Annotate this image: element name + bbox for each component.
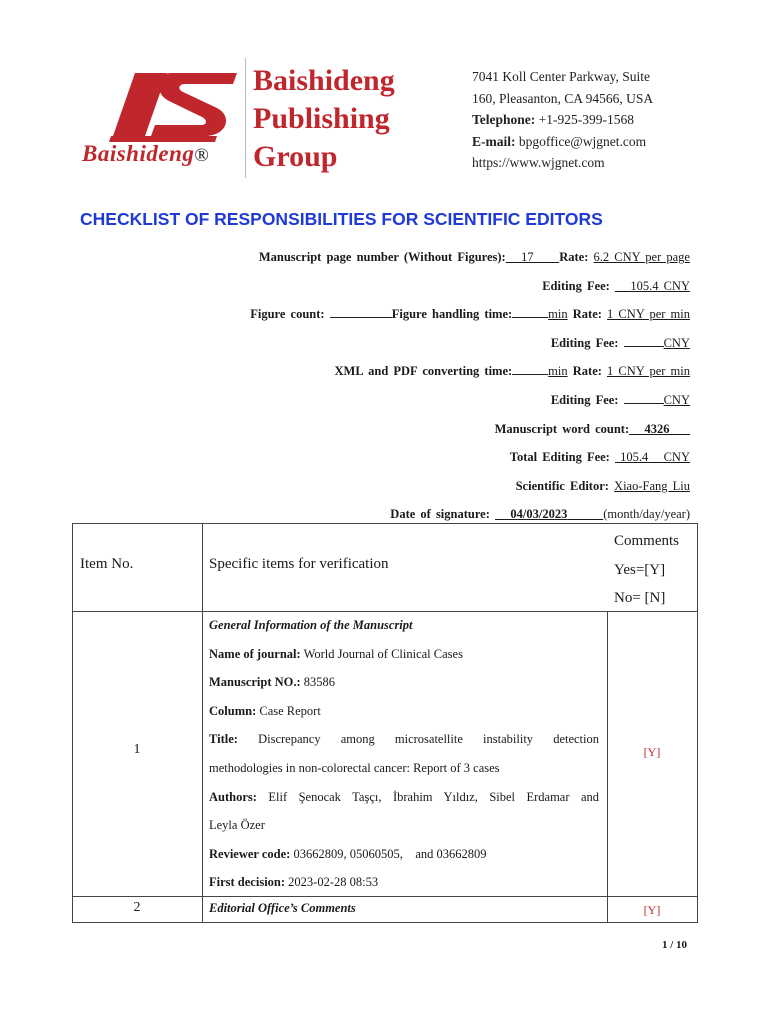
website-link[interactable]: https://www.wjgnet.com (472, 155, 605, 171)
table-border (607, 611, 608, 923)
table-border (72, 523, 73, 923)
figure-fee-line: Editing Fee: CNY (550, 335, 690, 350)
journal-line: Name of journal: World Journal of Clinical Cases (209, 646, 463, 661)
column-line: Column: Case Report (209, 703, 321, 718)
page-fee-value: 105.4 CNY (630, 278, 690, 293)
document-title: CHECKLIST OF RESPONSIBILITIES FOR SCIENTIFIC EDITORS (80, 209, 603, 229)
xml-rate-value: 1 CNY per min (607, 364, 690, 379)
brand-line: Baishideng (253, 64, 395, 97)
telephone-line: Telephone: +1-925-399-1568 (472, 112, 634, 128)
figure-time-blank[interactable] (512, 305, 548, 318)
page-count-line: Manuscript page number (Without Figures): 17 Rate: 6.2 CNY per page (258, 250, 690, 264)
email-link[interactable]: bpgoffice@wjgnet.com (518, 133, 647, 149)
figure-rate-value: 1 CNY per min (607, 307, 690, 322)
authors-line-continued: Leyla Özer (209, 818, 265, 833)
address-line: 160, Pleasanton, CA 94566, USA (472, 90, 654, 106)
header-divider (245, 58, 246, 178)
page-rate-value: 6.2 CNY per page (593, 250, 690, 264)
xml-time-blank[interactable] (512, 362, 548, 375)
xml-line: XML and PDF converting time: min Rate: 1 CNY per min (334, 364, 690, 379)
column-header-specific-items: Specific items for verification (209, 556, 389, 572)
column-header-comments: Comments Yes=[Y] No= [N] (614, 527, 679, 613)
row-number: 2 (133, 900, 141, 915)
page-number: 1 / 10 (662, 939, 688, 951)
section-heading: General Information of the Manuscript (209, 618, 413, 632)
title-line-continued: methodologies in non-colorectal cancer: Report of 3 cases (209, 760, 500, 775)
no-legend: No= [N] (614, 590, 666, 607)
page-count-value: 17 (521, 250, 534, 264)
xml-fee-blank[interactable] (624, 391, 664, 404)
authors-line: Authors: Elif Şenocak Taşçı, İbrahim Yıldız, Sibel Erdamar and (209, 789, 600, 804)
page-fee-line: Editing Fee: 105.4 CNY (542, 278, 690, 293)
table-border (697, 523, 698, 923)
table-row-general-info (209, 611, 599, 897)
figure-count-blank[interactable] (330, 305, 392, 318)
word-count-line: Manuscript word count: 4326 (494, 421, 670, 436)
brand-line: Group (253, 140, 338, 173)
row-number: 1 (133, 742, 141, 757)
total-fee-value: 105.4 (620, 450, 649, 465)
address-line: 7041 Koll Center Parkway, Suite (472, 69, 650, 84)
brand-line: Publishing (253, 102, 390, 135)
contact-block (472, 66, 653, 174)
fee-section (70, 243, 690, 529)
table-border (202, 523, 203, 923)
total-fee-line: Total Editing Fee: 105.4 CNY (509, 450, 690, 465)
section-heading: Editorial Office’s Comments (209, 901, 356, 915)
comment-badge: [Y] (643, 745, 661, 759)
publisher-wordmark: Baishideng® (82, 141, 210, 166)
editor-line: Scientific Editor: Xiao-Fang Liu (515, 478, 690, 493)
word-count-value: 4326 (644, 421, 670, 436)
editor-name: Xiao-Fang Liu (614, 478, 690, 493)
table-border (72, 523, 698, 524)
xml-fee-line: Editing Fee: CNY (550, 392, 690, 407)
column-header-item-no: Item No. (80, 556, 134, 572)
decision-line: First decision: 2023-02-28 08:53 (209, 875, 379, 890)
brand-name (253, 62, 395, 176)
signature-date-value: 04/03/2023 (510, 507, 568, 522)
figure-fee-blank[interactable] (624, 334, 664, 347)
table-border (72, 922, 698, 923)
comment-badge: [Y] (643, 903, 661, 917)
figure-line: Figure count: Figure handling time: min Rate: 1 CNY per min (250, 307, 690, 322)
signature-date-line: Date of signature: 04/03/2023 (month/day/year) (390, 507, 690, 522)
title-line: Title: Discrepancy among microsatellite instability detection (209, 732, 600, 747)
manuscript-no-line: Manuscript NO.: 83586 (209, 675, 336, 690)
date-format-hint: (month/day/year) (603, 507, 690, 522)
email-line: E-mail: bpgoffice@wjgnet.com (472, 133, 647, 149)
publisher-logo-mark (105, 70, 245, 145)
yes-legend: Yes=[Y] (614, 561, 666, 578)
reviewer-line: Reviewer code: 03662809, 05060505, and 03662809 (209, 846, 487, 861)
